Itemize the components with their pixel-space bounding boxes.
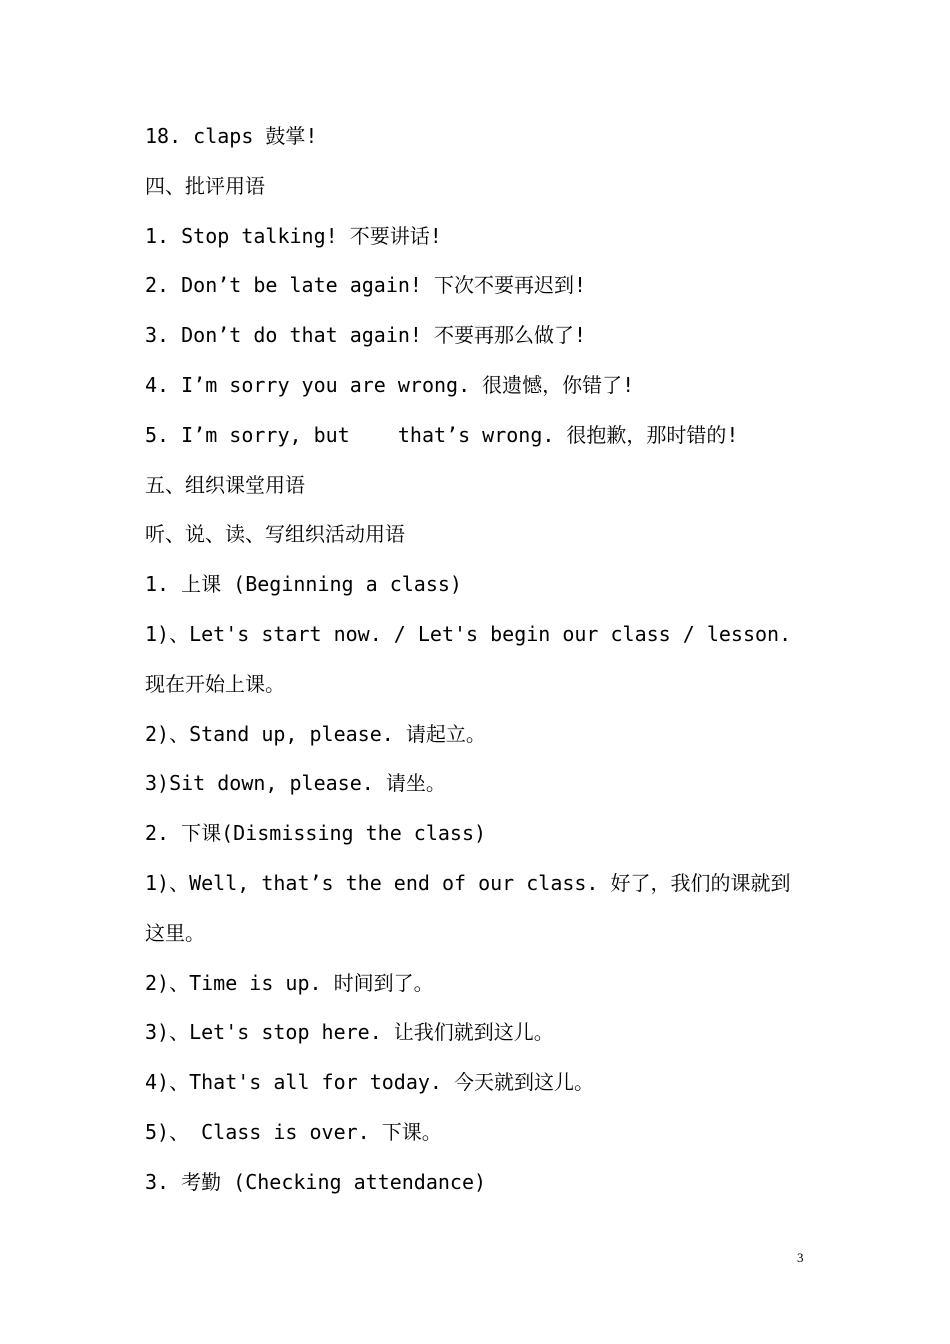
subheading-activities: 听、说、读、写组织活动用语 [145,522,405,547]
subsection-dismissing-class: 2. 下课(Dismissing the class) [145,821,487,846]
subsection-beginning-class: 1. 上课 (Beginning a class) [145,572,462,597]
subsection-checking-attendance: 3. 考勤 (Checking attendance) [145,1169,487,1194]
list-item-class-over: 5)、 Class is over. 下课。 [145,1119,442,1144]
list-item-time-is-up: 2)、Time is up. 时间到了。 [145,970,434,995]
list-item-stand-up: 2)、Stand up, please. 请起立。 [145,721,486,746]
section-heading-criticism: 四、批评用语 [145,173,265,198]
list-item-stop-talking: 1. Stop talking! 不要讲话! [145,223,442,248]
list-item-thats-all: 4)、That's all for today. 今天就到这儿。 [145,1070,594,1095]
list-item-dont-be-late: 2. Don’t be late again! 下次不要再迟到! [145,273,587,298]
section-heading-classroom: 五、组织课堂用语 [145,472,305,497]
list-item-end-of-class: 1)、Well, that’s the end of our class. 好了，我们的课就到这里。 [145,870,791,945]
list-item-sorry-but-wrong: 5. I’m sorry, but that’s wrong. 很抱歉，那时错的! [145,422,739,447]
page-number: 3 [797,1250,804,1265]
list-item-sorry-wrong: 4. I’m sorry you are wrong. 很遗憾，你错了! [145,372,635,397]
document-body [145,112,810,1208]
list-item-claps: 18. claps 鼓掌! [145,124,318,148]
list-item-dont-do-that: 3. Don’t do that again! 不要再那么做了! [145,323,587,348]
list-item-stop-here: 3)、Let's stop here. 让我们就到这儿。 [145,1020,554,1045]
list-item-start-now: 1)、Let's start now. / Let's begin our class / lesson. 现在开始上课。 [145,621,792,696]
list-item-sit-down: 3)Sit down, please. 请坐。 [145,771,446,796]
